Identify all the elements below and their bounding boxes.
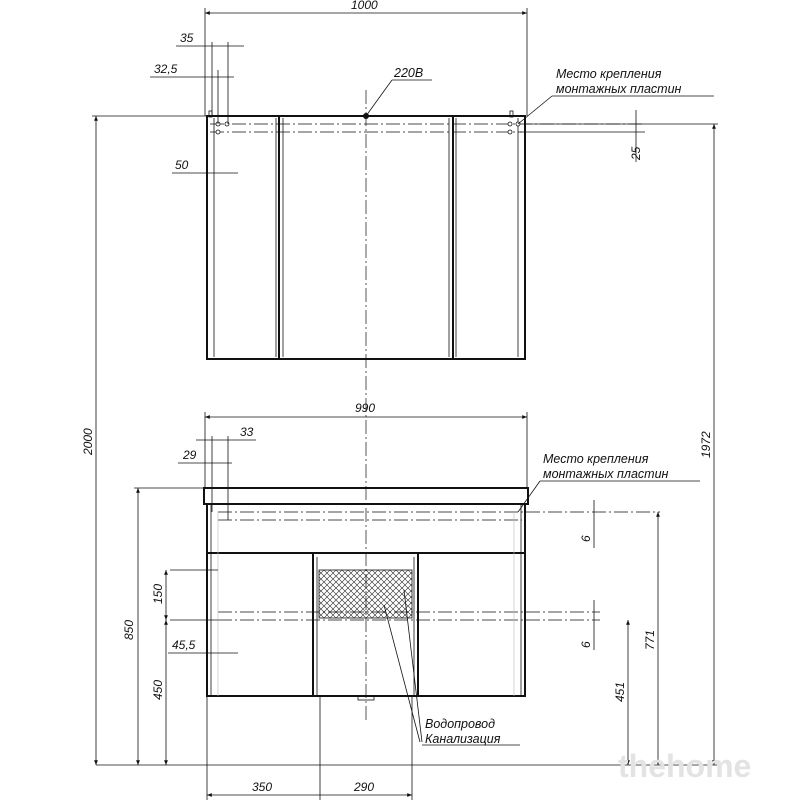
dim-25: 25 [629, 146, 643, 160]
mount-hole [216, 130, 220, 134]
dim-850: 850 [122, 619, 136, 640]
plumbing-zone [319, 570, 412, 618]
water-note-line1: Водопровод [425, 717, 496, 731]
dim-32-5: 32,5 [154, 62, 178, 76]
dim-6-top: 6 [579, 535, 593, 542]
dim-1000: 1000 [351, 0, 378, 12]
dim-29: 29 [183, 448, 197, 462]
dim-33: 33 [240, 425, 254, 439]
mount-note-lower-line1: Место крепления [543, 452, 649, 466]
dim-1972: 1972 [699, 431, 713, 458]
overall-dimensions [81, 116, 718, 765]
dim-2000: 2000 [81, 428, 95, 455]
mount-note-upper-line2: монтажных пластин [556, 82, 682, 96]
vanity-unit [96, 401, 720, 800]
mount-note-lower-line2: монтажных пластин [543, 467, 669, 481]
dim-450: 450 [151, 679, 165, 700]
dim-6-bottom: 6 [579, 641, 593, 648]
dim-451: 451 [613, 681, 627, 702]
mount-hole [508, 122, 512, 126]
dim-290: 290 [354, 780, 375, 794]
dim-990: 990 [355, 401, 376, 415]
mount-note-upper-line1: Место крепления [556, 67, 662, 81]
dim-35: 35 [180, 31, 194, 45]
dim-50: 50 [175, 158, 189, 172]
power-label: 220В [394, 66, 424, 80]
mirror-cabinet [150, 0, 714, 359]
water-note-line2: Канализация [425, 732, 501, 746]
dim-771: 771 [643, 629, 657, 650]
watermark-logo: thehome [618, 748, 752, 784]
dim-350: 350 [252, 780, 273, 794]
mount-hole [508, 130, 512, 134]
dim-150: 150 [151, 583, 165, 604]
dim-45-5: 45,5 [172, 638, 196, 652]
